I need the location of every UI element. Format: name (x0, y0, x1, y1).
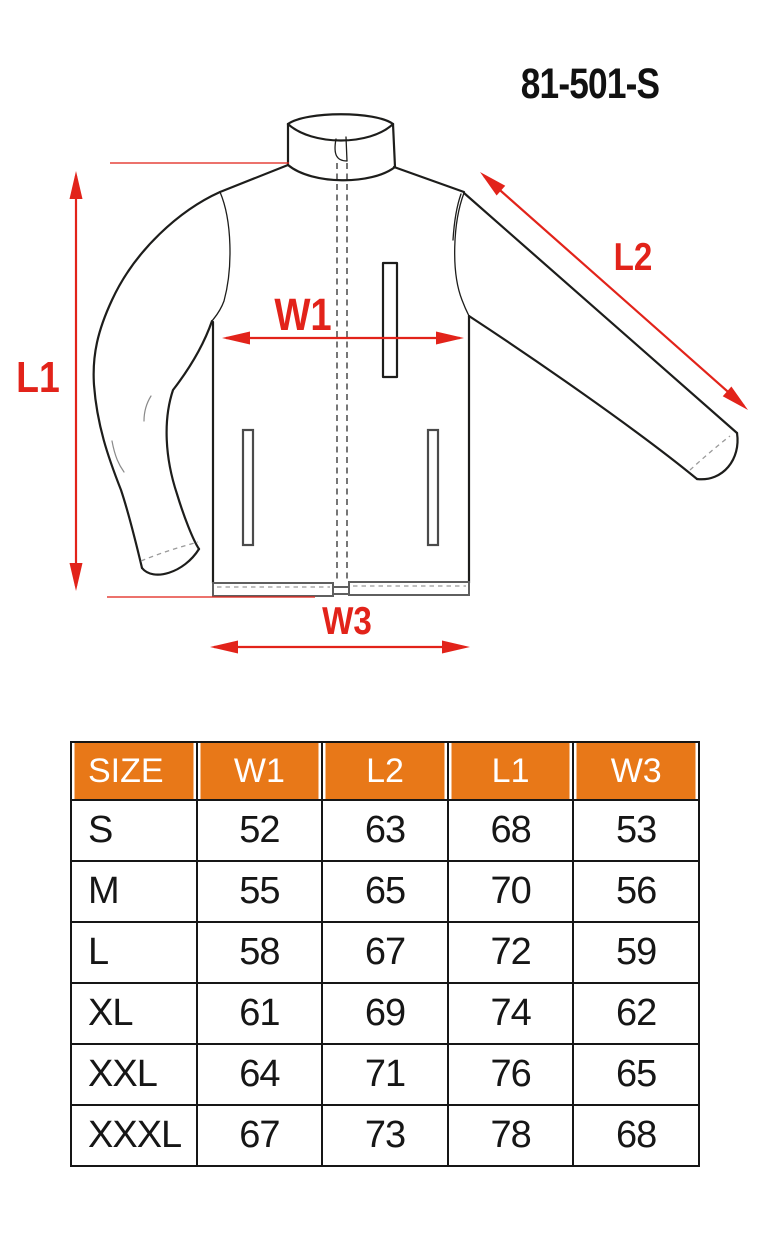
value-cell: 67 (197, 1105, 323, 1166)
collar-right-side (393, 124, 395, 167)
dimension-arrow-w1 (222, 332, 464, 345)
col-header-size: SIZE (71, 742, 197, 800)
value-cell: 65 (322, 861, 448, 922)
col-header-l1: L1 (448, 742, 574, 800)
dimension-label-l1: L1 (16, 352, 60, 402)
left-cuff-stitching (141, 542, 198, 561)
col-header-w1: W1 (197, 742, 323, 800)
value-cell: 62 (573, 983, 699, 1044)
value-cell: 63 (322, 800, 448, 861)
dimension-annotations (16, 163, 752, 654)
right-shoulder (394, 167, 464, 192)
right-sleeve-under (469, 316, 697, 479)
left-sleeve-inner (167, 321, 212, 549)
product-code: 81-501-S (520, 60, 660, 108)
value-cell: 59 (573, 922, 699, 983)
col-header-l2: L2 (322, 742, 448, 800)
collar-bottom (288, 165, 395, 180)
elbow-seam (112, 441, 124, 472)
value-cell: 65 (573, 1044, 699, 1105)
value-cell: 68 (448, 800, 574, 861)
size-table (70, 741, 700, 1167)
collar-top (288, 114, 393, 124)
value-cell: 53 (573, 800, 699, 861)
dimension-label-l2: L2 (613, 234, 653, 279)
left-sleeve-cuff (142, 549, 199, 575)
collar-opening (288, 124, 393, 141)
col-header-w3: W3 (573, 742, 699, 800)
value-cell: 72 (448, 922, 574, 983)
size-cell: M (71, 861, 197, 922)
dimension-label-w3: W3 (322, 598, 372, 643)
value-cell: 61 (197, 983, 323, 1044)
value-cell: 73 (322, 1105, 448, 1166)
hem-zipper-tab (333, 587, 349, 594)
table-row-l (71, 922, 699, 983)
dimension-label-w1: W1 (274, 289, 332, 340)
hem-band-left (213, 583, 333, 596)
size-cell: XXL (71, 1044, 197, 1105)
collar-zipper-flap (335, 139, 347, 161)
value-cell: 74 (448, 983, 574, 1044)
value-cell: 52 (197, 800, 323, 861)
right-cuff-stitching (690, 436, 730, 470)
value-cell: 76 (448, 1044, 574, 1105)
left-sleeve-outer (94, 192, 220, 568)
value-cell: 55 (197, 861, 323, 922)
left-sleeve-cap-seam (212, 192, 230, 321)
jacket-outline (94, 114, 738, 596)
right-sleeve-top (464, 193, 737, 433)
elbow-seam (144, 396, 151, 421)
size-cell: XL (71, 983, 197, 1044)
right-hand-pocket (428, 430, 438, 545)
hem-band-right (349, 582, 469, 595)
table-row-xxxl (71, 1105, 699, 1166)
value-cell: 70 (448, 861, 574, 922)
size-cell: S (71, 800, 197, 861)
value-cell: 68 (573, 1105, 699, 1166)
dimension-arrow-l1 (70, 171, 83, 591)
size-cell: L (71, 922, 197, 983)
table-row-m (71, 861, 699, 922)
value-cell: 71 (322, 1044, 448, 1105)
value-cell: 64 (197, 1044, 323, 1105)
value-cell: 67 (322, 922, 448, 983)
table-row-s (71, 800, 699, 861)
value-cell: 69 (322, 983, 448, 1044)
table-row-xxl (71, 1044, 699, 1105)
size-cell: XXXL (71, 1105, 197, 1166)
value-cell: 78 (448, 1105, 574, 1166)
dimension-arrow-l2 (476, 167, 753, 415)
value-cell: 56 (573, 861, 699, 922)
left-shoulder (220, 165, 288, 192)
table-row-xl (71, 983, 699, 1044)
chest-pocket (383, 263, 397, 377)
size-table-header (71, 742, 699, 800)
left-hand-pocket (243, 430, 253, 545)
size-table-body (71, 800, 699, 1166)
value-cell: 58 (197, 922, 323, 983)
right-sleeve-cuff (697, 433, 738, 479)
header-row (71, 742, 699, 800)
